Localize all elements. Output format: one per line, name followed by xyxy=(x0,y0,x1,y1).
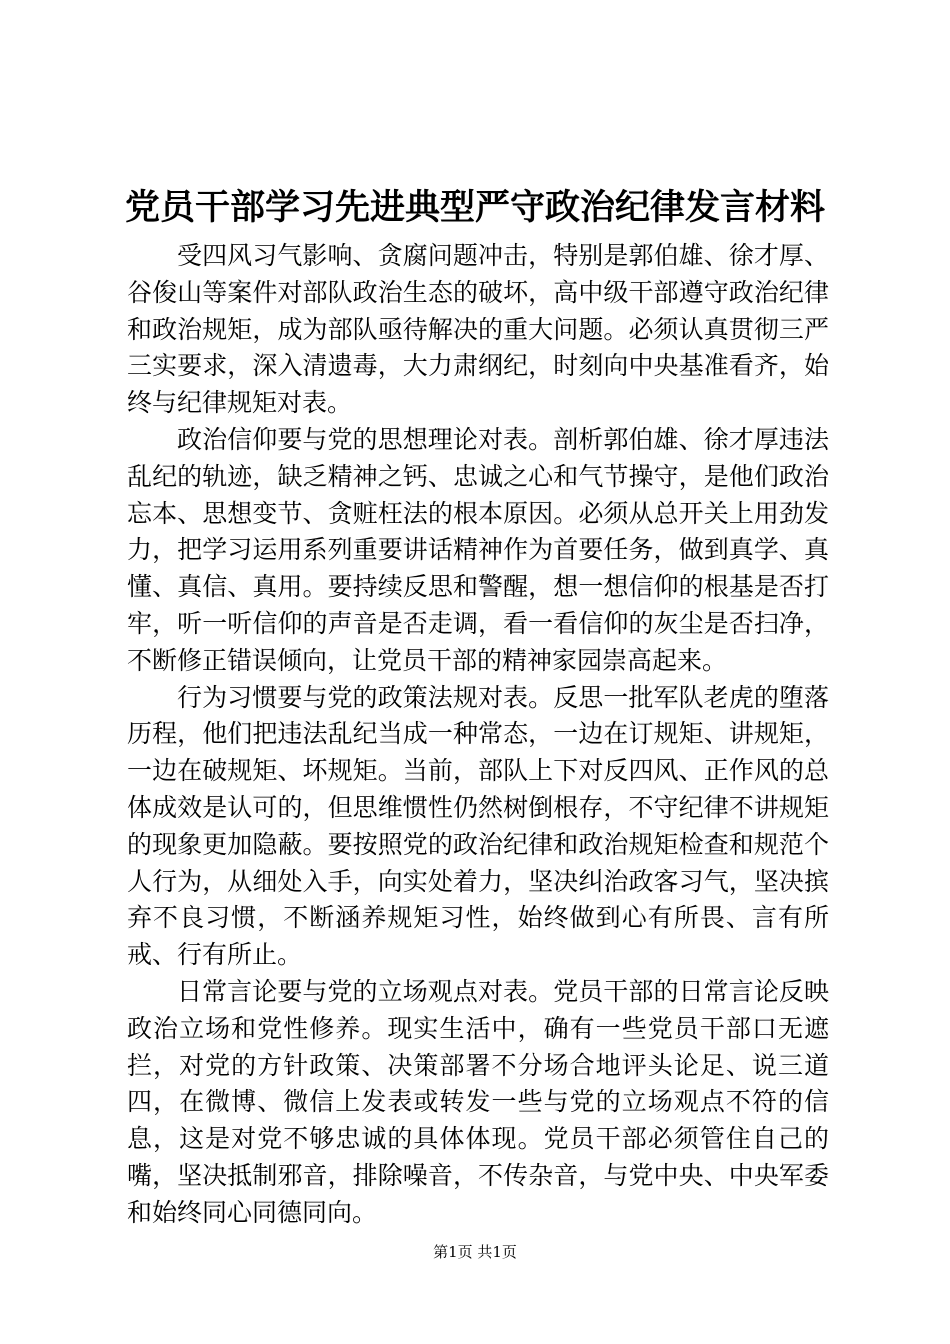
document-body xyxy=(127,238,829,1232)
document-title: 党员干部学习先进典型严守政治纪律发言材料 xyxy=(124,187,825,228)
paragraph-political-belief: 政治信仰要与党的思想理论对表。剖析郭伯雄、徐才厚违法乱纪的轨迹，缺乏精神之钙、忠诚之心和气节操守，是他们政治忘本、思想变节、贪赃枉法的根本原因。必须从总开关上用劲发力，把学习运用系列重要讲话精神作为首要任务，做到真学、真懂、真信、真用。要持续反思和警醒，想一想信仰的根基是否打牢，听一听信仰的声音是否走调，看一看信仰的灰尘是否扫净，不断修正错误倾向，让党员干部的精神家园崇高起来。 xyxy=(127,424,829,675)
paragraph-behavior-habits: 行为习惯要与党的政策法规对表。反思一批军队老虎的堕落历程，他们把违法乱纪当成一种常态，一边在订规矩、讲规矩，一边在破规矩、坏规矩。当前，部队上下对反四风、正作风的总体成效是认可的，但思维惯性仍然树倒根存，不守纪律不讲规矩的现象更加隐蔽。要按照党的政治纪律和政治规矩检查和规范个人行为，从细处入手，向实处着力，坚决纠治政客习气，坚决摈弃不良习惯，不断涵养规矩习性，始终做到心有所畏、言有所戒、行有所止。 xyxy=(127,682,829,970)
paragraph-daily-speech: 日常言论要与党的立场观点对表。党员干部的日常言论反映政治立场和党性修养。现实生活中，确有一些党员干部口无遮拦，对党的方针政策、决策部署不分场合地评头论足、说三道四，在微博、微信上发表或转发一些与党的立场观点不符的信息，这是对党不够忠诚的具体体现。党员干部必须管住自己的嘴，坚决抵制邪音，排除噪音，不传杂音，与党中央、中央军委和始终同心同德同向。 xyxy=(127,976,829,1227)
page-footer: 第1页 共1页 xyxy=(433,1243,517,1261)
paragraph-intro: 受四风习气影响、贪腐问题冲击，特别是郭伯雄、徐才厚、谷俊山等案件对部队政治生态的破坏，高中级干部遵守政治纪律和政治规矩，成为部队亟待解决的重大问题。必须认真贯彻三严三实要求，深入清遗毒，大力肃纲纪，时刻向中央基准看齐，始终与纪律规矩对表。 xyxy=(127,241,829,418)
